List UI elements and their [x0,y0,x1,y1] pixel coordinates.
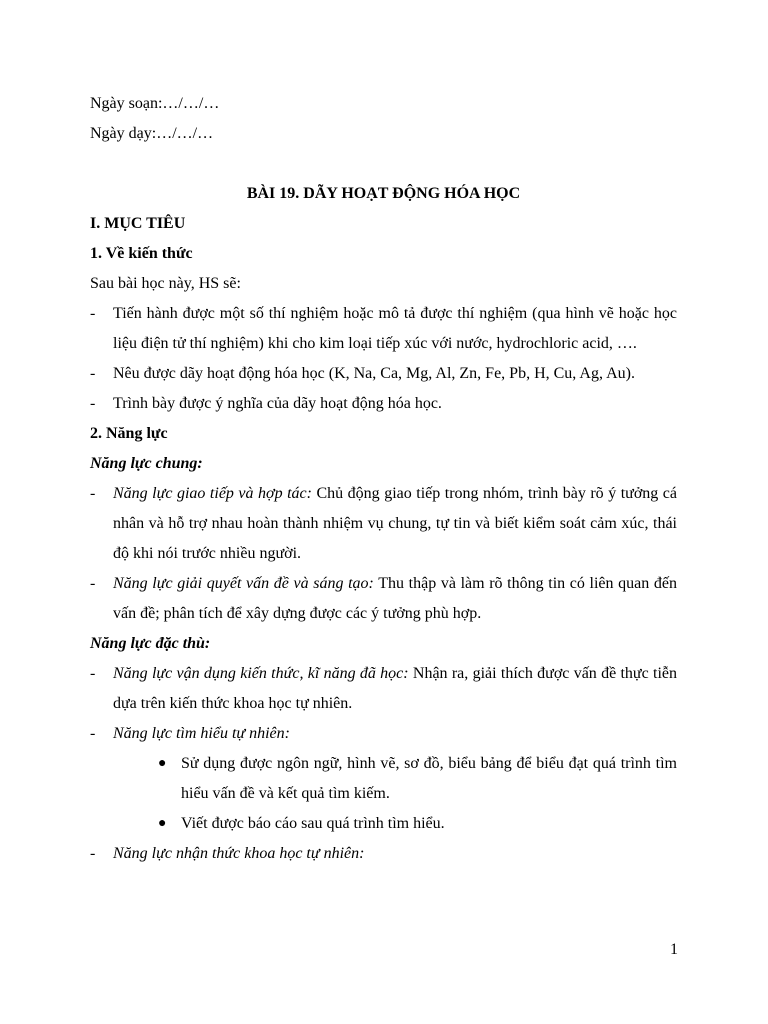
knowledge-item-text: Trình bày được ý nghĩa của dãy hoạt động hóa học. [113,395,442,412]
subsection-heading-competence: 2. Năng lực [90,425,168,442]
general-competence-item [90,569,677,629]
knowledge-item-text: Tiến hành được một số thí nghiệm hoặc mô tả được thí nghiệm (qua hình vẽ hoặc học liệu điện tử thí nghiệm) khi cho kim loại tiếp xúc với nước, hydrochloric acid, …. [113,305,677,352]
knowledge-item [90,389,677,419]
knowledge-item [90,299,677,359]
competence-label: Năng lực tìm hiểu tự nhiên: [113,725,290,742]
bullet-text: Viết được báo cáo sau quá trình tìm hiểu. [181,815,445,832]
section-heading-objectives: I. MỤC TIÊU [90,215,186,232]
knowledge-item-text: Nêu được dãy hoạt động hóa học (K, Na, Ca, Mg, Al, Zn, Fe, Pb, H, Cu, Ag, Au). [113,365,635,382]
competence-label: Năng lực giải quyết vấn đề và sáng tạo: [113,575,374,592]
lesson-title: BÀI 19. DÃY HOẠT ĐỘNG HÓA HỌC [246,185,521,202]
dash-marker: - [90,305,96,322]
general-competence-heading: Năng lực chung: [90,455,203,472]
dash-marker: - [90,365,96,382]
specific-competence-heading: Năng lực đặc thù: [90,635,211,652]
competence-text: Thu thập và làm rõ thông tin có liên quan đến vấn đề; phân tích để xây dựng được các ý tưởng phù hợp. [113,575,677,622]
specific-competence-item [90,659,677,719]
dash-marker: - [90,575,96,592]
explore-bullet-item [90,749,677,809]
dash-marker: - [90,395,96,412]
page-number: 1 [670,941,678,958]
competence-text: Chủ động giao tiếp trong nhóm, trình bày rõ ý tưởng cá nhân và hỗ trợ nhau hoàn thành nhiệm vụ chung, tự tin và biết kiểm soát cảm xúc, thái độ khi nói trước nhiều người. [113,485,678,562]
competence-label: Năng lực giao tiếp và hợp tác: [113,485,312,502]
dash-marker: - [90,485,96,502]
explore-bullet-item [90,809,677,839]
specific-competence-item [90,839,677,869]
competence-text: Nhận ra, giải thích được vấn đề thực tiễn dựa trên kiến thức khoa học tự nhiên. [113,665,677,712]
bullet-text: Sử dụng được ngôn ngữ, hình vẽ, sơ đồ, biểu bảng để biểu đạt quá trình tìm hiểu vấn đề và kết quả tìm kiếm. [181,755,677,802]
dash-marker: - [90,725,96,742]
specific-competence-item [90,719,677,749]
dash-marker: - [90,665,96,682]
competence-label: Năng lực nhận thức khoa học tự nhiên: [113,845,365,862]
bullet-icon: ● [158,756,167,771]
knowledge-intro: Sau bài học này, HS sẽ: [90,275,241,292]
competence-label: Năng lực vận dụng kiến thức, kĩ năng đã học: [113,665,409,682]
document-body [90,89,677,869]
general-competence-item [90,479,677,569]
bullet-icon: ● [158,816,167,831]
knowledge-item [90,359,677,389]
date-taught: Ngày dạy:…/…/… [90,125,214,142]
date-prepared: Ngày soạn:…/…/… [90,95,220,112]
subsection-heading-knowledge: 1. Về kiến thức [90,245,193,262]
dash-marker: - [90,845,96,862]
